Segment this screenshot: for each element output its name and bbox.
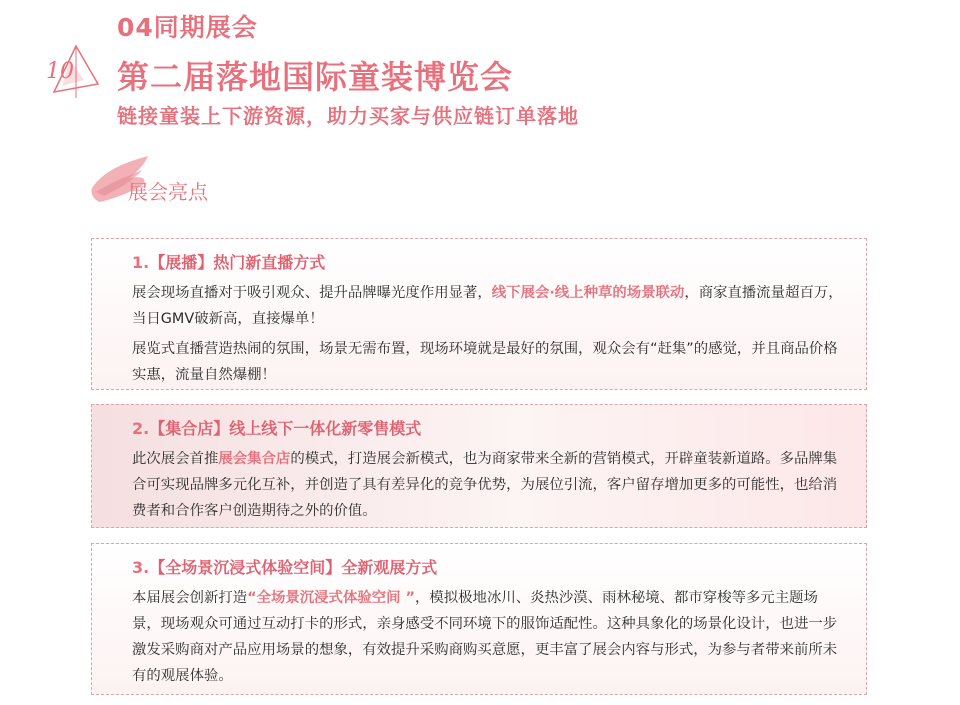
event-tagline: 链接童装上下游资源，助力买家与供应链订单落地 <box>117 104 579 128</box>
logo-text: 10 <box>46 59 74 84</box>
card-paragraph: 展会现场直播对于吸引观众、提升品牌曝光度作用显著，线下展会·线上种草的场景联动，商家直播流量超百万，当日GMV破新高，直接爆单！ <box>132 285 843 327</box>
card-paragraph: 展览式直播营造热闹的氛围，场景无需布置，现场环境就是最好的氛围，观众会有“赶集”的感觉，并且商品价格实惠，流量自然爆棚！ <box>132 341 838 383</box>
highlight-card-livestream <box>91 238 867 390</box>
card-title: 2.【集合店】线上线下一体化新零售模式 <box>132 419 422 438</box>
event-subheading: 04同期展会 <box>117 13 258 42</box>
card-title: 1.【展播】热门新直播方式 <box>132 253 326 272</box>
highlight-card-immersive-space <box>91 543 867 695</box>
card-paragraph: 本届展会创新打造“全场景沉浸式体验空间 ”，模拟极地冰川、炎热沙漠、雨林秘境、都市穿梭等多元主题场景，现场观众可通过互动打卡的形式，亲身感受不同环境下的服饰适配性。这种具象化的场景化设计，也进一步激发采购商对产品应用场景的想象，有效提升采购商购买意愿，更丰富了展会内容与形式，为参与者带来前所未有的观展体验。 <box>132 590 838 684</box>
logo-icon <box>40 40 104 100</box>
card-paragraph: 此次展会首推展会集合店的模式，打造展会新模式，也为商家带来全新的营销模式，开辟童装新道路。多品牌集合可实现品牌多元化互补，并创造了具有差异化的竞争优势，为展位引流，客户留存增加更多的可能性，也给消费者和合作客户创造期待之外的价值。 <box>132 451 838 519</box>
section-title: 展会亮点 <box>128 180 208 204</box>
card-title: 3.【全场景沉浸式体验空间】全新观展方式 <box>132 558 438 577</box>
event-title: 第二届落地国际童装博览会 <box>117 58 514 96</box>
highlight-card-collection-store <box>91 404 867 528</box>
